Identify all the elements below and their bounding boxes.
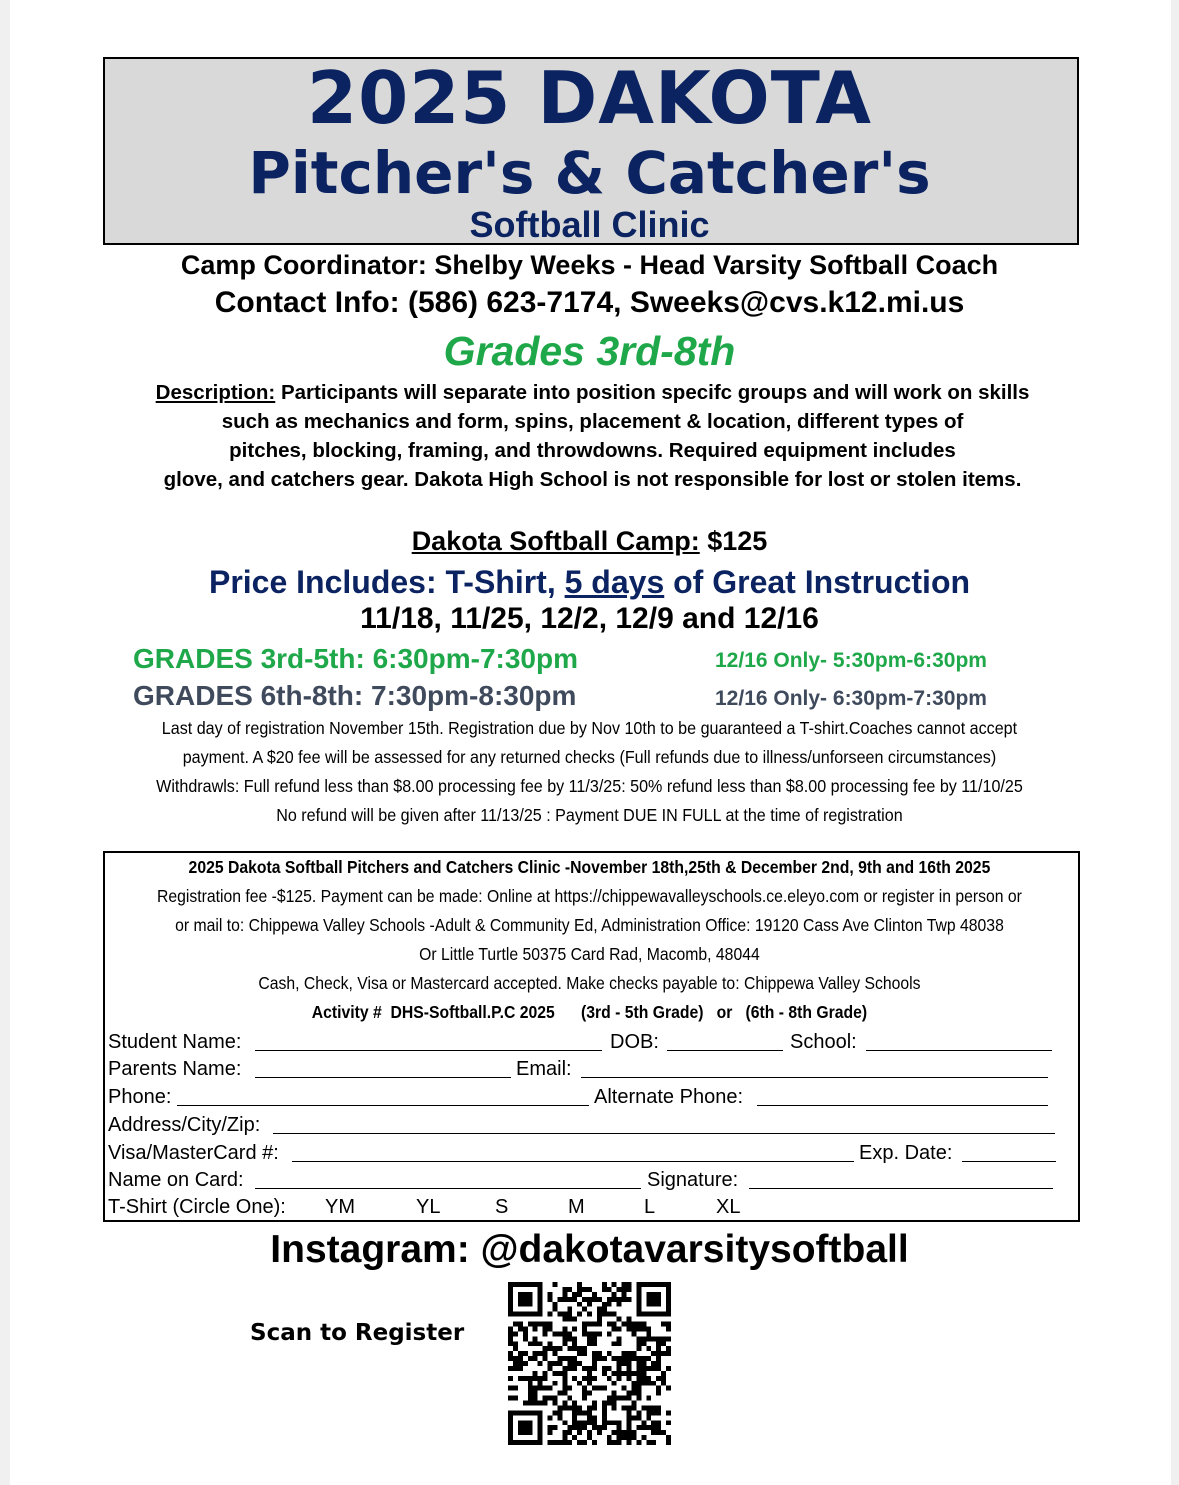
description-line-3: pitches, blocking, framing, and throwdowns. Required equipment includes <box>229 439 956 462</box>
signature-field[interactable] <box>749 1188 1053 1189</box>
instagram-handle[interactable]: Instagram: @dakotavarsitysoftball <box>270 1228 909 1271</box>
form-line-4: Cash, Check, Visa or Mastercard accepted. Make checks payable to: Chippewa Valley Schools <box>258 973 921 993</box>
parents-name-field[interactable] <box>255 1077 511 1078</box>
five-days: 5 days <box>564 564 665 600</box>
schedule-grades-6-8: GRADES 6th-8th: 7:30pm-8:30pm <box>133 680 577 711</box>
contact-info: Contact Info: (586) 623-7174, Sweeks@cvs.k12.mi.us <box>214 286 965 319</box>
parents-name-label: Parents Name: <box>108 1058 242 1080</box>
description-line-2: such as mechanics and form, spins, placement & location, different types of <box>221 410 964 433</box>
description-line-1: Description: Participants will separate into position specifc groups and will work on skills <box>155 381 1030 404</box>
dob-label: DOB: <box>610 1031 659 1053</box>
description-line-4: glove, and catchers gear. Dakota High School is not responsible for lost or stolen items. <box>163 468 1022 491</box>
tshirt-size-m[interactable]: M <box>568 1196 585 1218</box>
scan-to-register-label: Scan to Register <box>250 1320 465 1346</box>
title-line-1: 2025 DAKOTA <box>307 56 872 140</box>
title-line-2: Pitcher's & Catcher's <box>248 139 931 207</box>
exp-date-field[interactable] <box>962 1161 1056 1162</box>
schedule-note-6-8: 12/16 Only- 6:30pm-7:30pm <box>715 687 987 710</box>
tshirt-size-xl[interactable]: XL <box>716 1196 741 1218</box>
coordinator-text: Camp Coordinator: Shelby Weeks - Head Varsity Softball Coach <box>180 250 999 280</box>
form-line-3: Or Little Turtle 50375 Card Rad, Macomb, 48044 <box>419 944 760 964</box>
name-on-card-field[interactable] <box>255 1188 641 1189</box>
description-label: Description: <box>155 381 276 404</box>
form-line-1: Registration fee -$125. Payment can be made: Online at https://chippewavalleyschools.ce.eleyo.com or register in person or <box>156 886 1022 906</box>
signature-label: Signature: <box>647 1169 739 1191</box>
tshirt-size-ym[interactable]: YM <box>325 1196 355 1218</box>
exp-date-label: Exp. Date: <box>859 1142 953 1164</box>
card-number-field[interactable] <box>292 1161 854 1162</box>
schedule-grades-3-5: GRADES 3rd-5th: 6:30pm-7:30pm <box>133 643 578 674</box>
tshirt-size-yl[interactable]: YL <box>416 1196 441 1218</box>
tshirt-size-l[interactable]: L <box>644 1196 656 1218</box>
activity-number: Activity # DHS-Softball.P.C 2025 (3rd - 5th Grade) or (6th - 8th Grade) <box>311 1002 868 1022</box>
fine-print-1: Last day of registration November 15th. Registration due by Nov 10th to be guaranteed a T-shirt.Coaches cannot accept <box>161 718 1018 738</box>
school-field[interactable] <box>866 1050 1052 1051</box>
phone-field[interactable] <box>177 1105 589 1106</box>
card-number-label: Visa/MasterCard #: <box>108 1142 279 1164</box>
email-label: Email: <box>516 1058 572 1080</box>
address-field[interactable] <box>273 1133 1055 1134</box>
grades-heading: Grades 3rd-8th <box>443 328 736 374</box>
student-name-field[interactable] <box>255 1050 602 1051</box>
camp-amount: $125 <box>699 526 768 556</box>
alt-phone-field[interactable] <box>757 1105 1048 1106</box>
address-label: Address/City/Zip: <box>108 1114 261 1136</box>
fine-print-2: payment. A $20 fee will be assessed for any returned checks (Full refunds due to illness/unforseen circumstances) <box>182 747 997 767</box>
tshirt-size-s[interactable]: S <box>495 1196 509 1218</box>
camp-price <box>0 523 1179 559</box>
camp-label: Dakota Softball Camp: <box>411 526 700 556</box>
tshirt-label: T-Shirt (Circle One): <box>108 1196 286 1218</box>
email-field[interactable] <box>581 1077 1048 1078</box>
price-includes: Price Includes: T-Shirt, 5 days of Great Instruction <box>208 564 971 600</box>
fine-print-4: No refund will be given after 11/13/25 : Payment DUE IN FULL at the time of registration <box>276 805 903 825</box>
registration-qr-code[interactable] <box>508 1282 671 1445</box>
school-label: School: <box>790 1031 857 1053</box>
student-name-label: Student Name: <box>108 1031 242 1053</box>
name-on-card-label: Name on Card: <box>108 1169 244 1191</box>
form-line-2: or mail to: Chippewa Valley Schools -Adult & Community Ed, Administration Office: 19120 Cass Ave Clinton Twp 48038 <box>175 915 1004 935</box>
schedule-note-3-5: 12/16 Only- 5:30pm-6:30pm <box>715 649 987 672</box>
fine-print-3: Withdrawls: Full refund less than $8.00 processing fee by 11/3/25: 50% refund less than $8.00 processing fee by 11/10/25 <box>156 776 1023 796</box>
description <box>100 378 1085 494</box>
phone-label: Phone: <box>108 1086 172 1108</box>
form-heading: 2025 Dakota Softball Pitchers and Catchers Clinic -November 18th,25th & December 2nd, 9th and 16th 2025 <box>188 857 991 877</box>
session-dates: 11/18, 11/25, 12/2, 12/9 and 12/16 <box>360 602 819 635</box>
dob-field[interactable] <box>667 1050 783 1051</box>
alt-phone-label: Alternate Phone: <box>594 1086 743 1108</box>
title-line-3: Softball Clinic <box>469 204 710 245</box>
